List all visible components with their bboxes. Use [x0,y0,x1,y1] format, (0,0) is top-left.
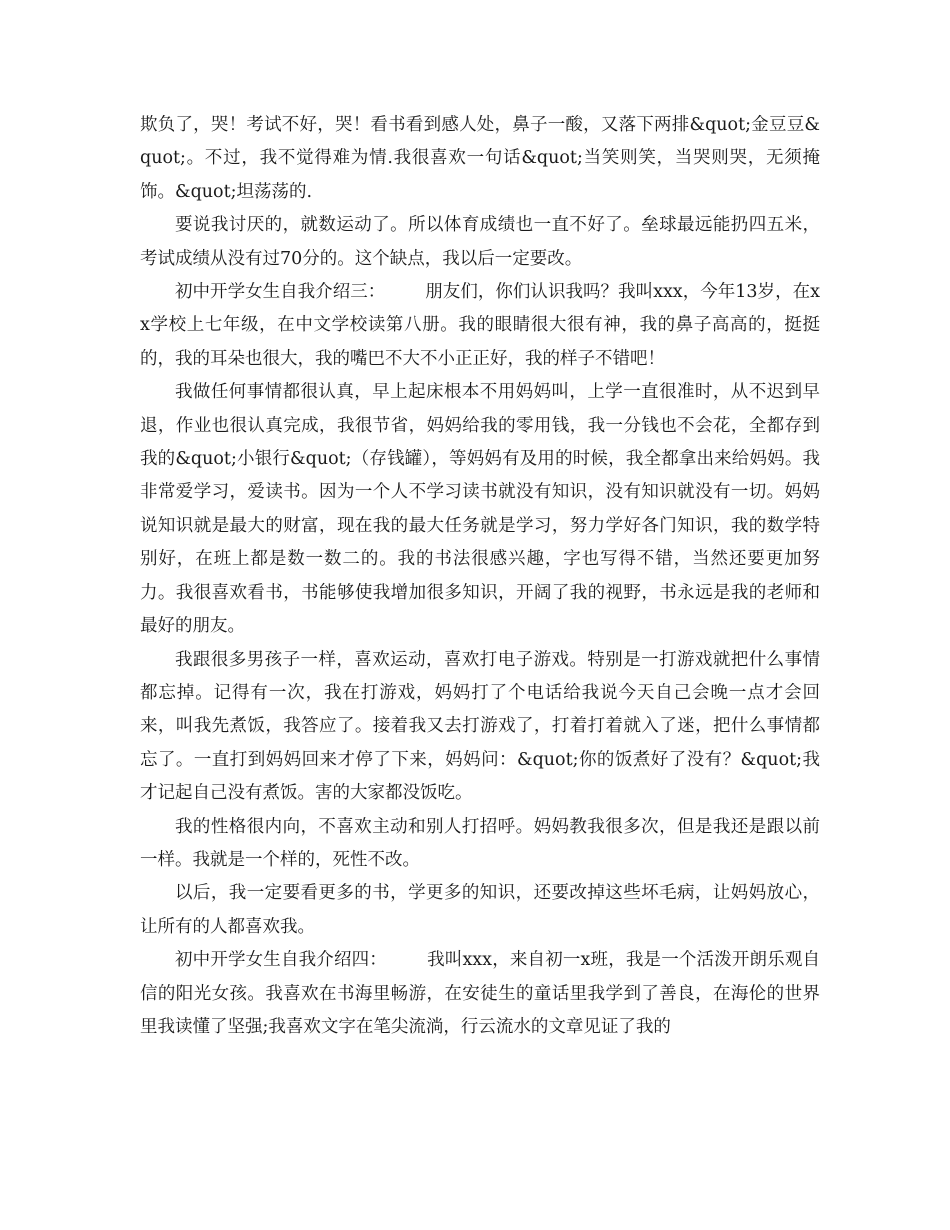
paragraph-6 [140,811,820,878]
paragraph-text: 要说我讨厌的，就数运动了。所以体育成绩也一直不好了。垒球最远能扔四五米，考试成绩从没有过70分的。这个缺点，我以后一定要改。 [140,215,820,269]
paragraph-text: 我的性格很内向，不喜欢主动和别人打招呼。妈妈教我很多次，但是我还是跟以前一样。我就是一个样的，死性不改。 [140,816,820,870]
document-body [140,109,820,1044]
paragraph-5 [140,644,820,811]
paragraph-2 [140,209,820,276]
paragraph-text: 我叫xxx，来自初一x班，我是一个活泼开朗乐观自信的阳光女孩。我喜欢在书海里畅游，在安徒生的童话里我学到了善良，在海伦的世界里我读懂了坚强;我喜欢文字在笔尖流淌，行云流水的文章见证了我的 [140,950,820,1037]
paragraph-7 [140,877,820,944]
paragraph-4 [140,376,820,643]
paragraph-3 [140,276,820,376]
paragraph-text: 以后，我一定要看更多的书，学更多的知识，还要改掉这些坏毛病，让妈妈放心，让所有的人都喜欢我。 [140,883,820,937]
section-heading: 初中开学女生自我介绍四： [175,950,387,971]
paragraph-8 [140,944,820,1044]
paragraph-text: 欺负了，哭！考试不好，哭！看书看到感人处，鼻子一酸，又落下两排&quot;金豆豆&quot;。不过，我不觉得难为情.我很喜欢一句话&quot;当笑则笑，当哭则哭，无须掩饰。&quot;坦荡荡的. [140,115,820,202]
section-heading: 初中开学女生自我介绍三： [175,282,386,303]
paragraph-text: 我做任何事情都很认真，早上起床根本不用妈妈叫，上学一直很准时，从不迟到早退，作业也很认真完成，我很节省，妈妈给我的零用钱，我一分钱也不会花，全都存到我的&quot;小银行&quot;（存钱罐），等妈妈有及用的时候，我全都拿出来给妈妈。我非常爱学习，爱读书。因为一个人不学习读书就没有知识，没有知识就没有一切。妈妈说知识就是最大的财富，现在我的最大任务就是学习，努力学好各门知识，我的数学特别好，在班上都是数一数二的。我的书法很感兴趣，字也写得不错，当然还要更加努力。我很喜欢看书，书能够使我增加很多知识，开阔了我的视野，书永远是我的老师和最好的朋友。 [140,382,820,637]
paragraph-text: 我跟很多男孩子一样，喜欢运动，喜欢打电子游戏。特别是一打游戏就把什么事情都忘掉。记得有一次，我在打游戏，妈妈打了个电话给我说今天自己会晚一点才会回来，叫我先煮饭，我答应了。接着我又去打游戏了，打着打着就入了迷，把什么事情都忘了。一直打到妈妈回来才停了下来，妈妈问：&quot;你的饭煮好了没有？&quot;我才记起自己没有煮饭。害的大家都没饭吃。 [140,649,820,804]
paragraph-text: 朋友们，你们认识我吗？我叫xxx，今年13岁，在xx学校上七年级，在中文学校读第八册。我的眼睛很大很有神，我的鼻子高高的，挺挺的，我的耳朵也很大，我的嘴巴不大不小正正好，我的样子不错吧！ [140,282,820,369]
paragraph-1 [140,109,820,209]
